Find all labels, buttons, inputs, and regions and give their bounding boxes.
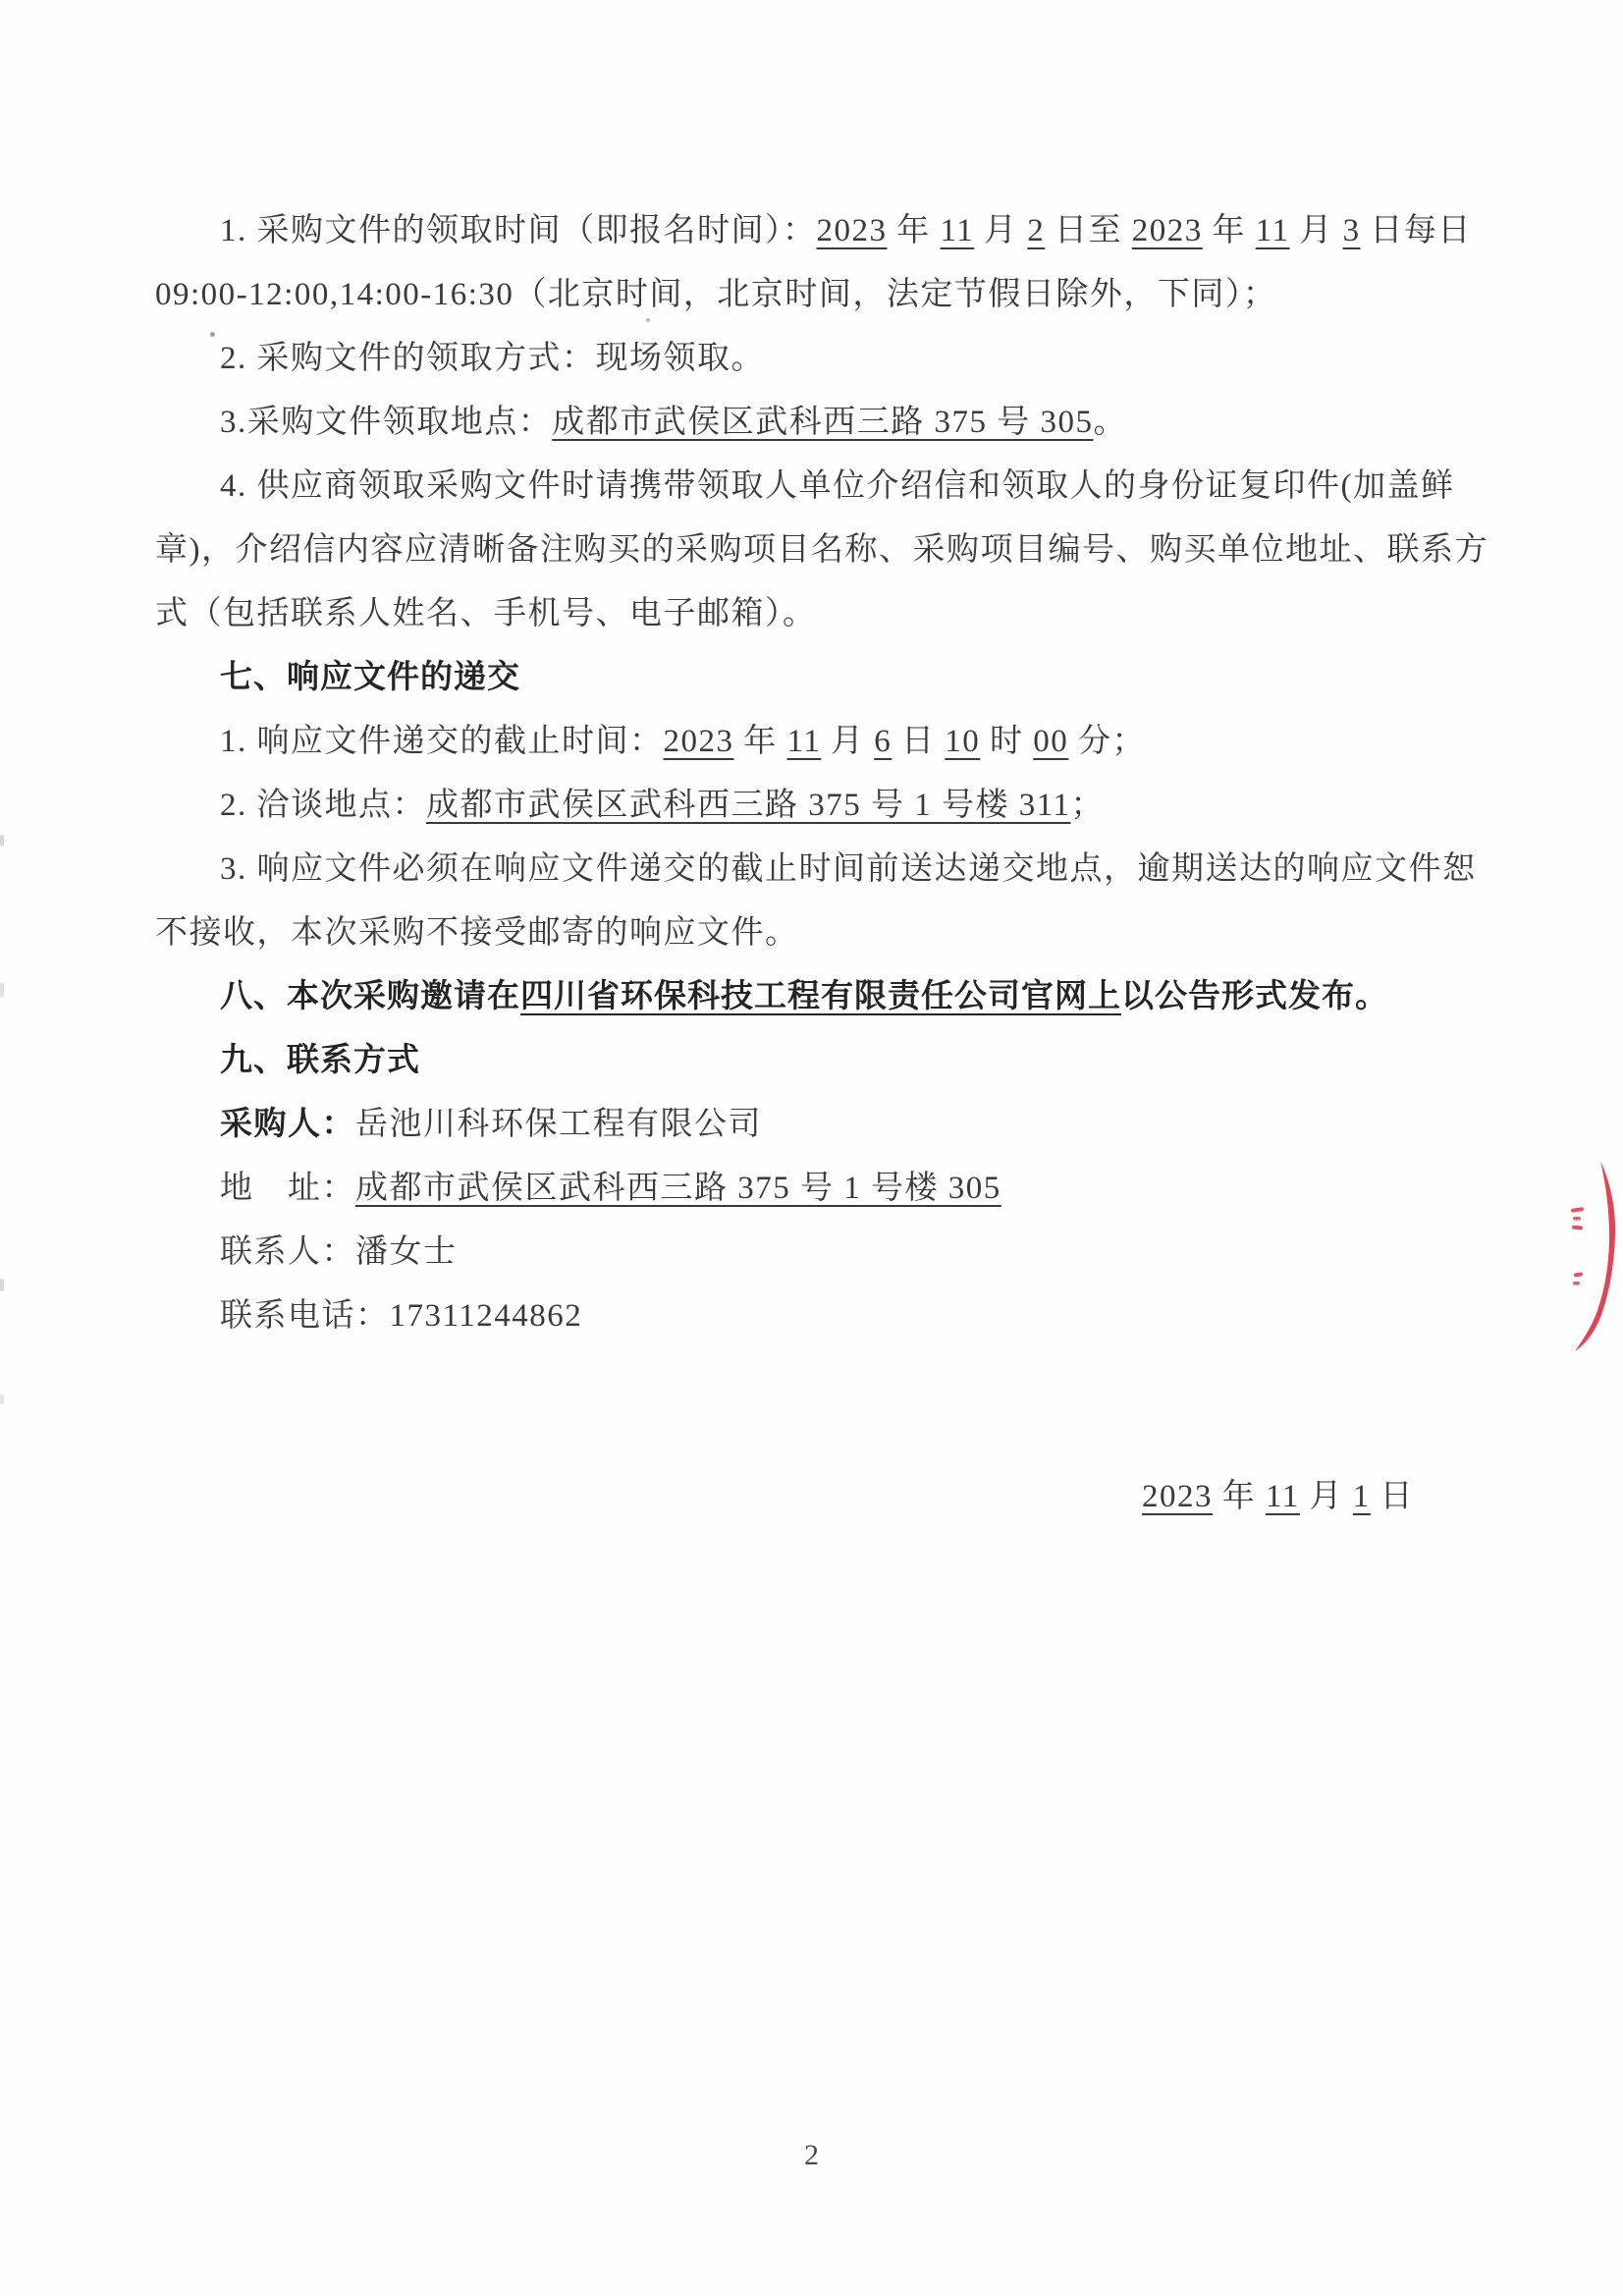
text-run: 章)，介绍信内容应清晰备注购买的采购项目名称、采购项目编号、购买单位地址、联系方 (155, 532, 1488, 568)
scan-artifact-dot (210, 332, 215, 337)
text-run: 月 (821, 724, 875, 759)
underlined-text-run: 2023 (663, 724, 734, 759)
underlined-text-run: 成都市武侯区武科西三路 375 号 305 (552, 405, 1094, 440)
item-deadline (155, 710, 1481, 774)
underlined-text-run: 成都市武侯区武科西三路 375 号 1 号楼 311 (426, 788, 1071, 823)
text-run: 1. 采购文件的领取时间（即报名时间）： (220, 213, 817, 248)
text-run: 九、联系方式 (220, 1043, 420, 1078)
underlined-text-run: 6 (874, 724, 893, 759)
text-run: 1. 响应文件递交的截止时间： (220, 724, 664, 759)
item-pickup-method (155, 327, 1481, 391)
underlined-text-run: 00 (1033, 724, 1069, 759)
scan-artifact-smudge (0, 835, 4, 847)
text-run: 月 (1289, 213, 1343, 248)
item-delivery-rule (155, 838, 1481, 902)
signature-date (1142, 1465, 1414, 1529)
stamp-marks (1571, 1161, 1615, 1351)
section-heading-9 (155, 1029, 1481, 1093)
text-run: 2. 采购文件的领取方式：现场领取。 (220, 341, 765, 376)
text-run: 3. 响应文件必须在响应文件递交的截止时间前送达递交地点，逾期送达的响应文件恕 (220, 851, 1477, 887)
underlined-text-run: 11 (940, 213, 975, 248)
text-run: 采购人： (220, 1107, 355, 1142)
item-supplier-requirements-cont1 (155, 519, 1488, 582)
item-supplier-requirements (155, 455, 1481, 519)
text-run: 八、本次采购邀请在 (220, 979, 520, 1014)
underlined-text-run: 2023 (816, 213, 888, 248)
text-run: 。 (1093, 405, 1127, 440)
item-pickup-time-cont (155, 263, 1481, 327)
section-heading-8 (155, 965, 1481, 1029)
scan-artifact-smudge (0, 1394, 4, 1404)
underlined-text-run: 1 (1352, 1479, 1371, 1514)
text-run: 3.采购文件领取地点： (220, 405, 553, 440)
address-line (155, 1157, 1481, 1221)
text-run: 4. 供应商领取采购文件时请携带领取人单位介绍信和领取人的身份证复印件(加盖鲜 (220, 468, 1455, 504)
underlined-text-run: 2023 (1142, 1479, 1213, 1514)
underlined-text-run: 2 (1027, 213, 1046, 248)
text-run: 日 (1370, 1479, 1415, 1514)
underlined-text-run: 11 (1266, 1479, 1300, 1514)
purchaser-line (155, 1093, 1481, 1157)
scan-artifact-smudge (0, 1279, 4, 1291)
text-run: 式（包括联系人姓名、手机号、电子邮箱）。 (155, 596, 817, 631)
scan-artifact-dot (646, 318, 650, 322)
section-heading-7 (155, 646, 1481, 710)
text-run: 分； (1068, 724, 1147, 759)
underlined-text-run: 11 (1255, 213, 1290, 248)
text-run: 时 (980, 724, 1034, 759)
contact-person-line (155, 1221, 1481, 1285)
text-run: 月 (1299, 1479, 1353, 1514)
text-run: 月 (974, 213, 1028, 248)
text-run: 年 (1202, 213, 1256, 248)
text-run: 地 址： (220, 1171, 355, 1206)
text-run: 09:00-12:00,14:00-16:30（北京时间，北京时间，法定节假日除外，下同）； (155, 277, 1277, 312)
text-run: 年 (887, 213, 941, 248)
text-run: 日至 (1045, 213, 1132, 248)
underlined-text-run: 3 (1342, 213, 1361, 248)
underlined-text-run: 11 (786, 724, 822, 759)
page-number: 2 (804, 2139, 819, 2171)
text-run: 日每日 (1360, 213, 1472, 248)
text-run: 岳池川科环保工程有限公司 (355, 1107, 762, 1142)
red-stamp-edge-icon (1559, 1157, 1623, 1353)
scan-artifact-smudge (0, 982, 4, 998)
text-run: 年 (1213, 1479, 1266, 1514)
text-run: 联系电话：17311244862 (220, 1298, 583, 1334)
item-negotiation-location (155, 774, 1481, 838)
text-run: ； (1070, 788, 1106, 823)
underlined-text-run: 10 (945, 724, 981, 759)
item-pickup-time (155, 199, 1481, 263)
contact-phone-line (155, 1285, 1481, 1348)
item-pickup-location (155, 391, 1481, 455)
document-body (155, 199, 1488, 1348)
signature-date-line (1142, 1465, 1414, 1529)
underlined-text-run: 成都市武侯区武科西三路 375 号 1 号楼 305 (355, 1171, 1001, 1206)
underlined-text-run: 四川省环保科技工程有限责任公司官网上 (520, 979, 1121, 1014)
text-run: 以公告形式发布。 (1121, 979, 1388, 1014)
text-run: 年 (733, 724, 787, 759)
item-delivery-rule-cont (155, 902, 1481, 965)
text-run: 2. 洽谈地点： (220, 788, 426, 823)
item-supplier-requirements-cont2 (155, 582, 1481, 646)
text-run: 日 (892, 724, 946, 759)
text-run: 七、响应文件的递交 (220, 660, 520, 695)
underlined-text-run: 2023 (1131, 213, 1203, 248)
text-run: 联系人：潘女士 (220, 1234, 458, 1270)
text-run: 不接收，本次采购不接受邮寄的响应文件。 (155, 915, 799, 951)
